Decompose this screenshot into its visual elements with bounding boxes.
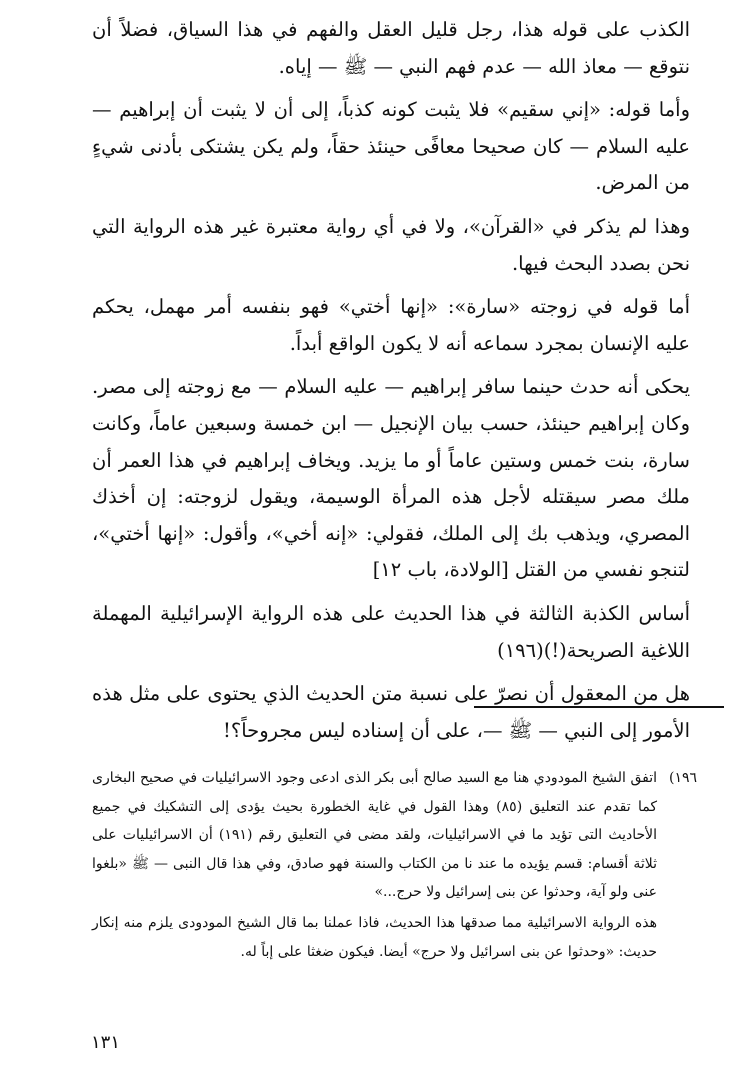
footnote-continuation: هذه الرواية الاسرائيلية مما صدقها هذا الحديث، فاذا عملنا بما قال الشيخ المودودى يلزم منه إنكار حديث: «وحدثوا عن بنى اسرائيل ولا حرج» أيضا. فيكون ضغثا على إباً له.	[92, 914, 657, 960]
footnote-number: ١٩٦)	[668, 770, 697, 786]
paragraph: وأما قوله: «إني سقيم» فلا يثبت كونه كذباً، إلى أن لا يثبت أن إبراهيم — عليه السلام — كان صحيحا معافًى حينئذ حقاً، ولم يكن يشتكى بأدنى شيءٍ من المرض.	[92, 98, 690, 195]
footnote-text: اتفق الشيخ المودودي هنا مع السيد صالح أبى بكر الذى ادعى وجود الاسرائيليات في صحيح البخارى كما تقدم عند التعليق (٨٥) وهذا القول في غاية الخطورة بحيث يؤدى إلى التشكيك في جميع الأحاديث التى تؤيد ما في الاسرائيليات، ولقد مضى في التعليق رقم (١٩١) أن الاسرائيليات على ثلاثة أقسام: قسم يؤيده ما عند نا من الكتاب والسنة فهو صادق، وفي هذا قال النبى — ﷺ «بلغوا عنى ولو آية، وحدثوا عن بنى إسرائيل ولا حرج...»	[92, 770, 657, 901]
footnotes	[92, 764, 697, 966]
footnote-separator	[474, 706, 724, 708]
paragraph: الكذب على قوله هذا، رجل قليل العقل والفهم في هذا السياق، فضلاً أن نتوقع — معاذ الله — عدم فهم النبي — ﷺ — إياه.	[92, 18, 690, 78]
page-number: ١٣١	[90, 1032, 120, 1053]
paragraph: أساس الكذبة الثالثة في هذا الحديث على هذه الرواية الإسرائيلية المهملة اللاغية الصريحة(!)(١٩٦)	[92, 601, 690, 662]
paragraph: يحكى أنه حدث حينما سافر إبراهيم — عليه السلام — مع زوجته إلى مصر. وكان إبراهيم حينئذ، حسب بيان الإنجيل — ابن خمسة وسبعين عاماً، وكانت سارة، بنت خمس وستين عاماً أو ما يزيد. ويخاف إبراهيم في هذا العمر أن ملك مصر سيقتله لأجل هذه المرأة الوسيمة، ويقول لزوجته: إن أخذك المصري، ويذهب بك إلى الملك، فقولي: «إنه أخي»، وأقول: «إنها أختي»، لتنجو نفسي من القتل [الولادة، باب ١٢]	[92, 375, 690, 582]
paragraph: وهذا لم يذكر في «القرآن»، ولا في أي رواية معتبرة غير هذه الرواية التي نحن بصدد البحث فيها.	[92, 214, 690, 275]
footnote-item	[92, 764, 697, 907]
paragraph: أما قوله في زوجته «سارة»: «إنها أختي» فهو بنفسه أمر مهمل، يحكم عليه الإنسان بمجرد سماعه أنه لا يكون الواقع أبداً.	[92, 295, 690, 355]
main-text	[92, 12, 690, 749]
paragraph: هل من المعقول أن نصرّ على نسبة متن الحديث الذي يحتوى على مثل هذه الأمور إلى النبي — ﷺ —، على أن إسناده ليس مجروحاً؟!	[92, 682, 690, 742]
